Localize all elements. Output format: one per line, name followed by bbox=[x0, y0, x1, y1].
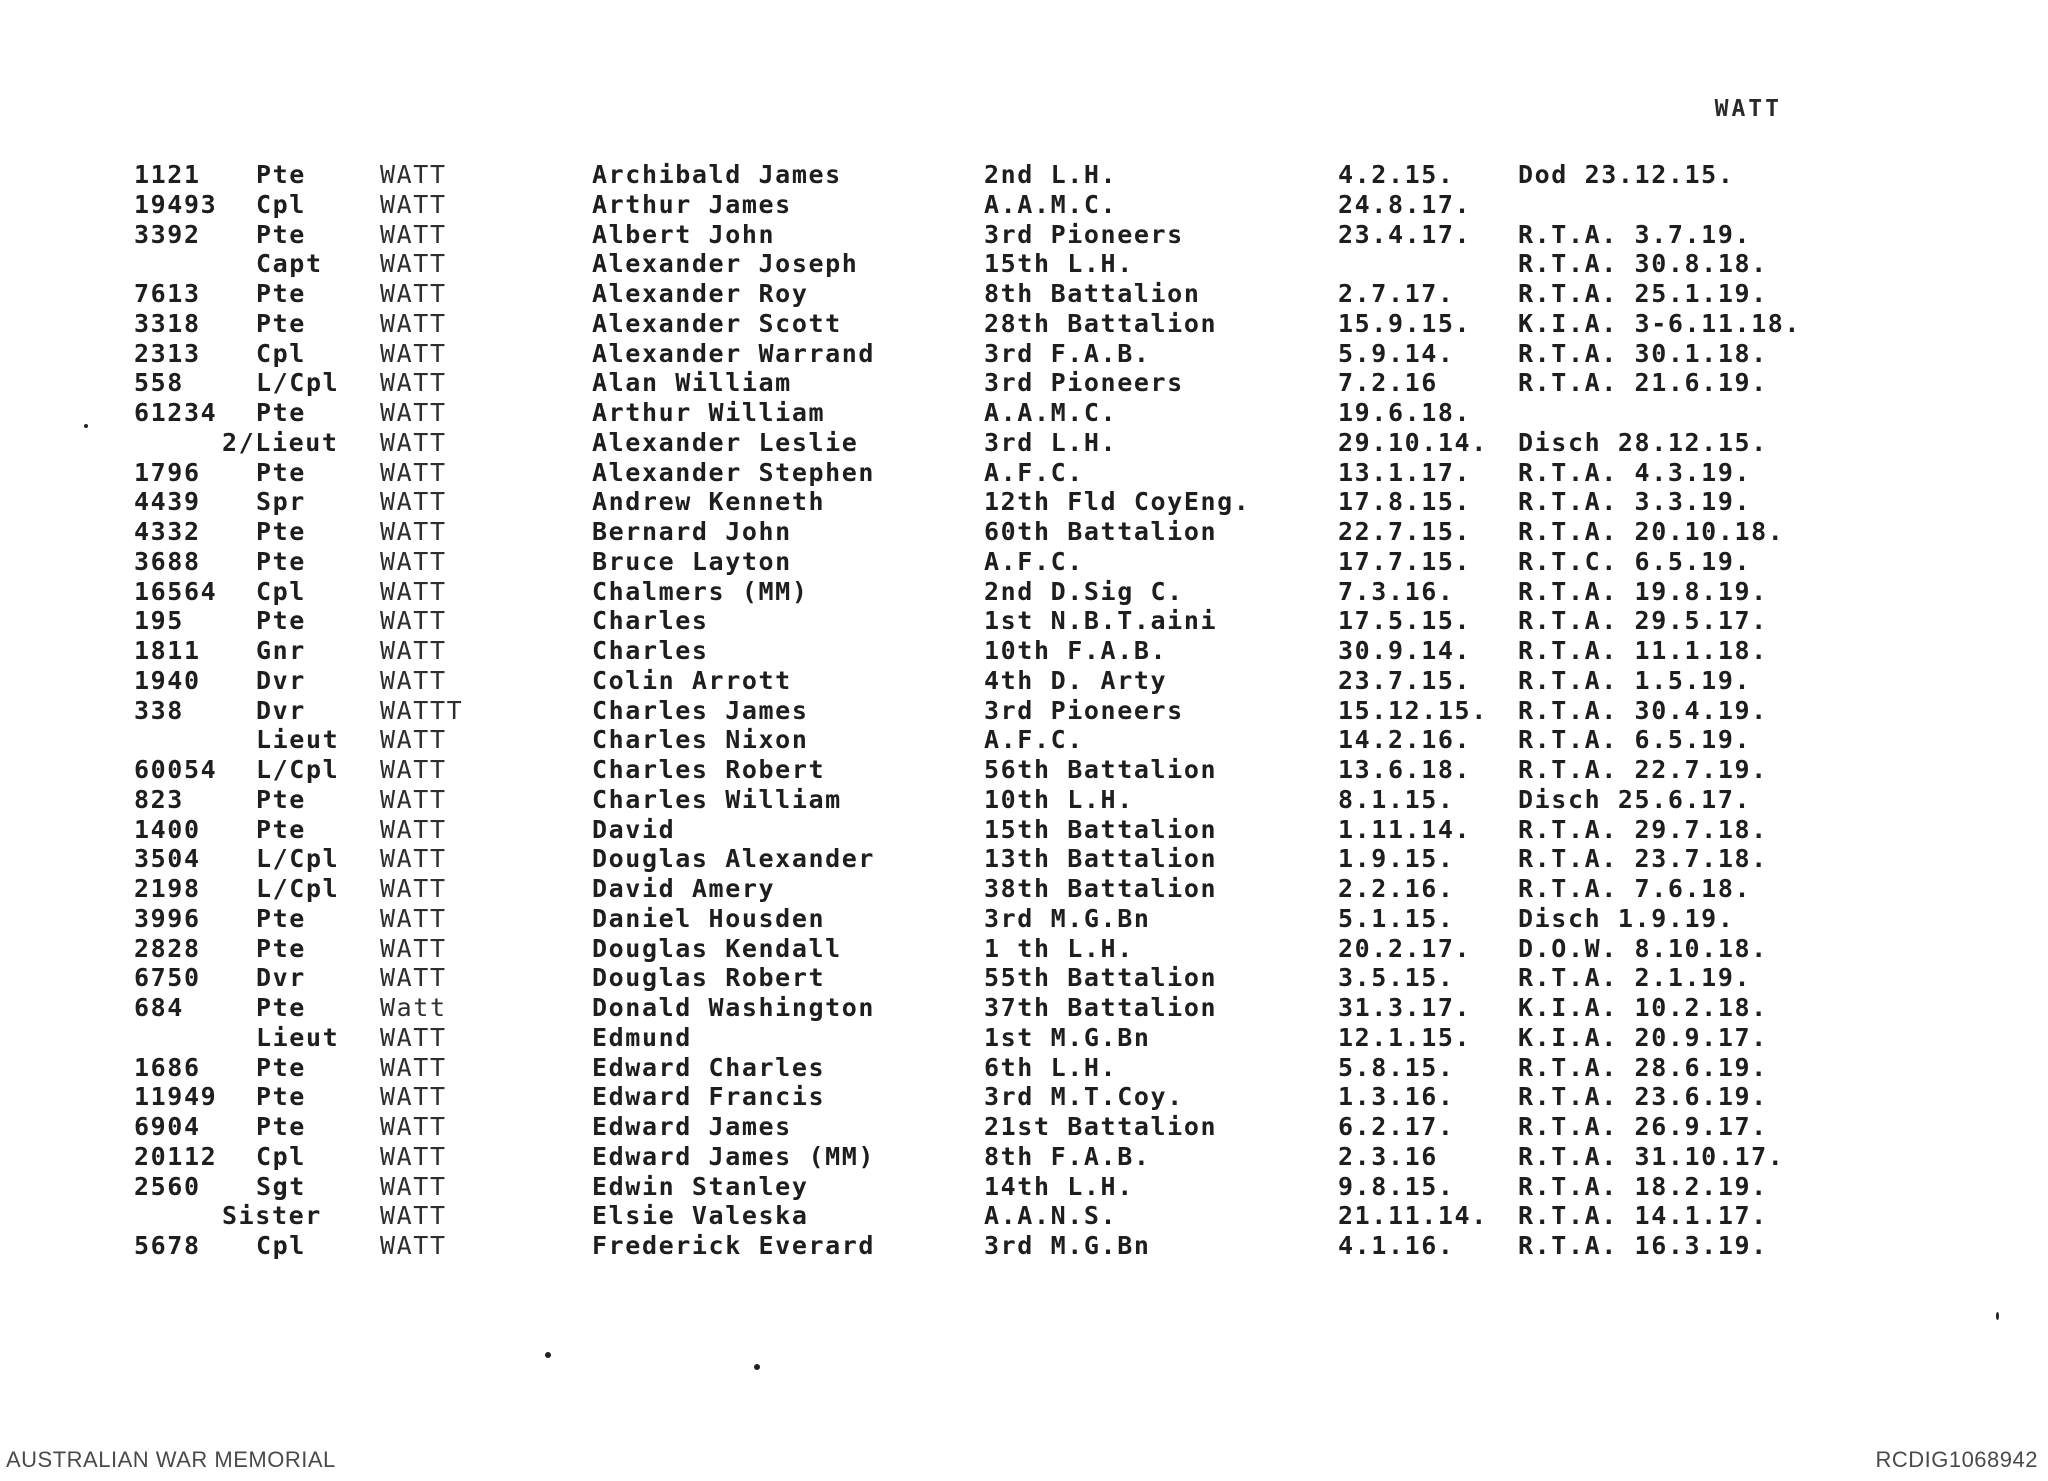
roll-entry bbox=[0, 220, 2048, 250]
rank: Pte bbox=[256, 279, 306, 308]
rank: Cpl bbox=[256, 576, 306, 606]
fate: K.I.A. 10.2.18. bbox=[1518, 993, 1768, 1022]
given-names: David bbox=[592, 814, 676, 844]
rank: Dvr bbox=[256, 695, 306, 725]
rank: Pte bbox=[256, 1052, 306, 1082]
surname: WATT bbox=[380, 1231, 447, 1260]
surname: WATTT bbox=[380, 695, 464, 725]
surname: WATT bbox=[380, 636, 447, 665]
unit: 56th Battalion bbox=[984, 755, 1218, 784]
fate: Disch 1.9.19. bbox=[1518, 903, 1735, 933]
given-names: Donald Washington bbox=[592, 993, 876, 1022]
roll-entry bbox=[0, 963, 2048, 993]
fate: D.O.W. 8.10.18. bbox=[1518, 933, 1768, 963]
roll-entry bbox=[0, 606, 2048, 636]
surname: WATT bbox=[380, 903, 447, 933]
enlistment-date: 2.7.17. bbox=[1338, 279, 1455, 308]
fate: R.T.A. 2.1.19. bbox=[1518, 963, 1752, 993]
service-number: 1686 bbox=[134, 1052, 201, 1082]
given-names: Alexander Roy bbox=[592, 279, 809, 308]
given-names: Daniel Housden bbox=[592, 903, 826, 933]
surname: WATT bbox=[380, 546, 447, 576]
enlistment-date: 22.7.15. bbox=[1338, 517, 1472, 546]
unit: 37th Battalion bbox=[984, 993, 1218, 1022]
enlistment-date: 13.6.18. bbox=[1338, 755, 1472, 784]
service-number: 1811 bbox=[134, 636, 201, 665]
given-names: Edmund bbox=[592, 1022, 692, 1052]
unit: 60th Battalion bbox=[984, 517, 1218, 546]
rank: Pte bbox=[256, 933, 306, 963]
service-number: 684 bbox=[134, 993, 184, 1022]
surname: WATT bbox=[380, 844, 447, 874]
fate: R.T.A. 31.10.17. bbox=[1518, 1141, 1785, 1171]
unit: 3rd Pioneers bbox=[984, 695, 1184, 725]
roll-entry bbox=[0, 1172, 2048, 1202]
roll-entry bbox=[0, 874, 2048, 904]
surname: WATT bbox=[380, 517, 447, 546]
roll-entry bbox=[0, 636, 2048, 666]
service-number: 20112 bbox=[134, 1141, 218, 1171]
fate: Dod 23.12.15. bbox=[1518, 160, 1735, 189]
enlistment-date: 5.1.15. bbox=[1338, 903, 1455, 933]
surname: WATT bbox=[380, 338, 447, 368]
roll-entry bbox=[0, 249, 2048, 279]
service-number: 2198 bbox=[134, 874, 201, 903]
fate: R.T.C. 6.5.19. bbox=[1518, 546, 1752, 576]
unit: 13th Battalion bbox=[984, 844, 1218, 874]
surname: WATT bbox=[380, 1082, 447, 1112]
enlistment-date: 17.7.15. bbox=[1338, 546, 1472, 576]
service-number: 6750 bbox=[134, 963, 201, 993]
rank: Cpl bbox=[256, 1141, 306, 1171]
enlistment-date: 5.9.14. bbox=[1338, 338, 1455, 368]
roll-entry bbox=[0, 1053, 2048, 1083]
roll-entry bbox=[0, 577, 2048, 607]
roll-entry bbox=[0, 696, 2048, 726]
roll-entry bbox=[0, 844, 2048, 874]
rank: Pte bbox=[256, 606, 306, 636]
fate: Disch 25.6.17. bbox=[1518, 784, 1752, 814]
given-names: Arthur James bbox=[592, 189, 792, 219]
surname: WATT bbox=[380, 725, 447, 755]
service-number: 7613 bbox=[134, 279, 201, 308]
fate: R.T.A. 3.3.19. bbox=[1518, 487, 1752, 517]
given-names: Alexander Leslie bbox=[592, 427, 859, 457]
service-number: 2560 bbox=[134, 1171, 201, 1201]
surname: WATT bbox=[380, 1201, 447, 1231]
enlistment-date: 19.6.18. bbox=[1338, 398, 1472, 427]
given-names: Charles Nixon bbox=[592, 725, 809, 755]
roll-entry bbox=[0, 725, 2048, 755]
surname: WATT bbox=[380, 279, 447, 308]
rank: Pte bbox=[256, 814, 306, 844]
enlistment-date: 8.1.15. bbox=[1338, 784, 1455, 814]
unit: 6th L.H. bbox=[984, 1052, 1118, 1082]
rank: L/Cpl bbox=[256, 755, 340, 784]
given-names: Edwin Stanley bbox=[592, 1171, 809, 1201]
roll-entry bbox=[0, 160, 2048, 190]
enlistment-date: 1.3.16. bbox=[1338, 1082, 1455, 1112]
unit: 28th Battalion bbox=[984, 308, 1218, 338]
service-number: 61234 bbox=[134, 398, 218, 427]
surname: WATT bbox=[380, 189, 447, 219]
surname: WATT bbox=[380, 665, 447, 695]
enlistment-date: 17.5.15. bbox=[1338, 606, 1472, 636]
archive-reference: RCDIG1068942 bbox=[1875, 1447, 2038, 1472]
service-number: 1796 bbox=[134, 457, 201, 487]
fate: R.T.A. 28.6.19. bbox=[1518, 1052, 1768, 1082]
roll-entry bbox=[0, 309, 2048, 339]
enlistment-date: 1.11.14. bbox=[1338, 814, 1472, 844]
service-number: 5678 bbox=[134, 1231, 201, 1260]
roll-entry bbox=[0, 487, 2048, 517]
roll-entry bbox=[0, 1201, 2048, 1231]
roll-entry bbox=[0, 785, 2048, 815]
surname: WATT bbox=[380, 1171, 447, 1201]
unit: 2nd L.H. bbox=[984, 160, 1118, 189]
surname: Watt bbox=[380, 993, 447, 1022]
fate: R.T.A. 30.8.18. bbox=[1518, 249, 1768, 279]
fate: R.T.A. 23.7.18. bbox=[1518, 844, 1768, 874]
service-number: 19493 bbox=[134, 189, 218, 219]
enlistment-date: 17.8.15. bbox=[1338, 487, 1472, 517]
service-number: 3318 bbox=[134, 308, 201, 338]
given-names: Andrew Kenneth bbox=[592, 487, 826, 517]
fate: K.I.A. 3-6.11.18. bbox=[1518, 308, 1802, 338]
surname: WATT bbox=[380, 427, 447, 457]
surname: WATT bbox=[380, 933, 447, 963]
roll-entry bbox=[0, 815, 2048, 845]
fate: Disch 28.12.15. bbox=[1518, 427, 1768, 457]
service-number: 2828 bbox=[134, 933, 201, 963]
surname: WATT bbox=[380, 398, 447, 427]
unit: A.F.C. bbox=[984, 725, 1084, 755]
enlistment-date: 4.1.16. bbox=[1338, 1231, 1455, 1260]
service-number: 1121 bbox=[134, 160, 201, 189]
given-names: Bernard John bbox=[592, 517, 792, 546]
rank: Pte bbox=[256, 219, 306, 249]
service-number: 1400 bbox=[134, 814, 201, 844]
unit: 3rd Pioneers bbox=[984, 219, 1184, 249]
given-names: Frederick Everard bbox=[592, 1231, 876, 1260]
rank: Pte bbox=[256, 160, 306, 189]
service-number: 558 bbox=[134, 368, 184, 398]
unit: 10th L.H. bbox=[984, 784, 1134, 814]
rank: Pte bbox=[256, 1112, 306, 1141]
rank: Spr bbox=[256, 487, 306, 517]
surname: WATT bbox=[380, 487, 447, 517]
surname: WATT bbox=[380, 814, 447, 844]
service-number: 338 bbox=[134, 695, 184, 725]
enlistment-date: 20.2.17. bbox=[1338, 933, 1472, 963]
service-number: 6904 bbox=[134, 1112, 201, 1141]
unit: 15th L.H. bbox=[984, 249, 1134, 279]
rank: 2/Lieut bbox=[222, 427, 339, 457]
rank: Pte bbox=[256, 517, 306, 546]
roll-entry bbox=[0, 755, 2048, 785]
roll-entry bbox=[0, 993, 2048, 1023]
unit: 8th F.A.B. bbox=[984, 1141, 1151, 1171]
surname: WATT bbox=[380, 160, 447, 189]
enlistment-date: 2.2.16. bbox=[1338, 874, 1455, 903]
unit: 1st N.B.T.aini bbox=[984, 606, 1218, 636]
given-names: Edward James (MM) bbox=[592, 1141, 876, 1171]
rank: Pte bbox=[256, 784, 306, 814]
enlistment-date: 12.1.15. bbox=[1338, 1022, 1472, 1052]
given-names: Charles James bbox=[592, 695, 809, 725]
unit: 1 th L.H. bbox=[984, 933, 1134, 963]
roll-entry bbox=[0, 398, 2048, 428]
given-names: Charles William bbox=[592, 784, 842, 814]
fate: R.T.A. 3.7.19. bbox=[1518, 219, 1752, 249]
unit: 3rd Pioneers bbox=[984, 368, 1184, 398]
archive-credit: AUSTRALIAN WAR MEMORIAL bbox=[6, 1447, 336, 1472]
given-names: Albert John bbox=[592, 219, 776, 249]
enlistment-date: 30.9.14. bbox=[1338, 636, 1472, 665]
rank: Pte bbox=[256, 308, 306, 338]
rank: Sgt bbox=[256, 1171, 306, 1201]
given-names: Alexander Warrand bbox=[592, 338, 876, 368]
unit: A.A.N.S. bbox=[984, 1201, 1118, 1231]
surname: WATT bbox=[380, 249, 447, 279]
enlistment-date: 7.2.16 bbox=[1338, 368, 1438, 398]
paper-speck bbox=[1996, 1312, 1999, 1320]
unit: A.A.M.C. bbox=[984, 189, 1118, 219]
unit: 8th Battalion bbox=[984, 279, 1201, 308]
service-number: 4332 bbox=[134, 517, 201, 546]
roll-entry bbox=[0, 339, 2048, 369]
given-names: David Amery bbox=[592, 874, 776, 903]
fate: R.T.A. 20.10.18. bbox=[1518, 517, 1785, 546]
service-number: 1940 bbox=[134, 665, 201, 695]
fate: R.T.A. 22.7.19. bbox=[1518, 755, 1768, 784]
rank: Dvr bbox=[256, 963, 306, 993]
rank: Pte bbox=[256, 1082, 306, 1112]
unit: 14th L.H. bbox=[984, 1171, 1134, 1201]
roll-entry bbox=[0, 190, 2048, 220]
unit: 3rd L.H. bbox=[984, 427, 1118, 457]
surname: WATT bbox=[380, 219, 447, 249]
enlistment-date: 7.3.16. bbox=[1338, 576, 1455, 606]
given-names: Edward James bbox=[592, 1112, 792, 1141]
unit: 2nd D.Sig C. bbox=[984, 576, 1184, 606]
surname: WATT bbox=[380, 368, 447, 398]
service-number: 3392 bbox=[134, 219, 201, 249]
enlistment-date: 9.8.15. bbox=[1338, 1171, 1455, 1201]
unit: A.A.M.C. bbox=[984, 398, 1118, 427]
rank: Pte bbox=[256, 546, 306, 576]
rank: Pte bbox=[256, 903, 306, 933]
given-names: Bruce Layton bbox=[592, 546, 792, 576]
service-number: 11949 bbox=[134, 1082, 218, 1112]
unit: 21st Battalion bbox=[984, 1112, 1218, 1141]
fate: R.T.A. 14.1.17. bbox=[1518, 1201, 1768, 1231]
surname: WATT bbox=[380, 784, 447, 814]
enlistment-date: 31.3.17. bbox=[1338, 993, 1472, 1022]
enlistment-date: 23.7.15. bbox=[1338, 665, 1472, 695]
rank: Lieut bbox=[256, 1022, 340, 1052]
surname: WATT bbox=[380, 576, 447, 606]
service-number: 195 bbox=[134, 606, 184, 636]
service-number: 60054 bbox=[134, 755, 218, 784]
unit: A.F.C. bbox=[984, 457, 1084, 487]
rank: L/Cpl bbox=[256, 368, 340, 398]
paper-speck bbox=[84, 424, 88, 428]
unit: 38th Battalion bbox=[984, 874, 1218, 903]
given-names: Archibald James bbox=[592, 160, 842, 189]
rank: Lieut bbox=[256, 725, 340, 755]
rank: Pte bbox=[256, 398, 306, 427]
unit: 3rd F.A.B. bbox=[984, 338, 1151, 368]
rank: L/Cpl bbox=[256, 874, 340, 903]
roll-entry bbox=[0, 547, 2048, 577]
surname: WATT bbox=[380, 1052, 447, 1082]
enlistment-date: 21.11.14. bbox=[1338, 1201, 1488, 1231]
unit: 3rd M.G.Bn bbox=[984, 903, 1151, 933]
fate: R.T.A. 30.4.19. bbox=[1518, 695, 1768, 725]
enlistment-date: 2.3.16 bbox=[1338, 1141, 1438, 1171]
surname: WATT bbox=[380, 457, 447, 487]
roll-entry bbox=[0, 1023, 2048, 1053]
roll-entry bbox=[0, 934, 2048, 964]
service-number: 4439 bbox=[134, 487, 201, 517]
roll-entry bbox=[0, 1142, 2048, 1172]
unit: 1st M.G.Bn bbox=[984, 1022, 1151, 1052]
rank: Capt bbox=[256, 249, 323, 279]
surname: WATT bbox=[380, 308, 447, 338]
roll-entry bbox=[0, 1082, 2048, 1112]
roll-entry bbox=[0, 1231, 2048, 1261]
given-names: Edward Francis bbox=[592, 1082, 826, 1112]
fate: R.T.A. 30.1.18. bbox=[1518, 338, 1768, 368]
fate: R.T.A. 11.1.18. bbox=[1518, 636, 1768, 665]
enlistment-date: 15.12.15. bbox=[1338, 695, 1488, 725]
unit: A.F.C. bbox=[984, 546, 1084, 576]
rank: Pte bbox=[256, 993, 306, 1022]
fate: K.I.A. 20.9.17. bbox=[1518, 1022, 1768, 1052]
rank: Sister bbox=[222, 1201, 322, 1231]
roll-entry bbox=[0, 666, 2048, 696]
rank: Cpl bbox=[256, 1231, 306, 1260]
rank: Gnr bbox=[256, 636, 306, 665]
enlistment-date: 15.9.15. bbox=[1338, 308, 1472, 338]
surname: WATT bbox=[380, 874, 447, 903]
roll-entry bbox=[0, 1112, 2048, 1142]
given-names: Alexander Stephen bbox=[592, 457, 876, 487]
fate: R.T.A. 6.5.19. bbox=[1518, 725, 1752, 755]
given-names: Charles bbox=[592, 606, 709, 636]
paper-speck bbox=[545, 1352, 551, 1358]
unit: 12th Fld CoyEng. bbox=[984, 487, 1251, 517]
enlistment-date: 29.10.14. bbox=[1338, 427, 1488, 457]
page-header-surname: WATT bbox=[1714, 96, 1782, 122]
enlistment-date: 23.4.17. bbox=[1338, 219, 1472, 249]
unit: 10th F.A.B. bbox=[984, 636, 1168, 665]
enlistment-date: 14.2.16. bbox=[1338, 725, 1472, 755]
given-names: Douglas Kendall bbox=[592, 933, 842, 963]
unit: 3rd M.T.Coy. bbox=[984, 1082, 1184, 1112]
enlistment-date: 24.8.17. bbox=[1338, 189, 1472, 219]
surname: WATT bbox=[380, 1112, 447, 1141]
fate: R.T.A. 26.9.17. bbox=[1518, 1112, 1768, 1141]
service-number: 823 bbox=[134, 784, 184, 814]
roll-entry bbox=[0, 279, 2048, 309]
roll-entry bbox=[0, 368, 2048, 398]
service-number: 3996 bbox=[134, 903, 201, 933]
fate: R.T.A. 4.3.19. bbox=[1518, 457, 1752, 487]
roll-entry bbox=[0, 458, 2048, 488]
enlistment-date: 5.8.15. bbox=[1338, 1052, 1455, 1082]
roll-entry bbox=[0, 428, 2048, 458]
enlistment-date: 6.2.17. bbox=[1338, 1112, 1455, 1141]
rank: Cpl bbox=[256, 189, 306, 219]
unit: 15th Battalion bbox=[984, 814, 1218, 844]
roll-entry bbox=[0, 904, 2048, 934]
service-number: 3504 bbox=[134, 844, 201, 874]
given-names: Arthur William bbox=[592, 398, 826, 427]
rank: Cpl bbox=[256, 338, 306, 368]
unit: 3rd M.G.Bn bbox=[984, 1231, 1151, 1260]
surname: WATT bbox=[380, 1141, 447, 1171]
given-names: Charles bbox=[592, 636, 709, 665]
given-names: Alexander Scott bbox=[592, 308, 842, 338]
surname: WATT bbox=[380, 606, 447, 636]
unit: 4th D. Arty bbox=[984, 665, 1168, 695]
surname: WATT bbox=[380, 755, 447, 784]
paper-speck bbox=[754, 1364, 760, 1370]
fate: R.T.A. 25.1.19. bbox=[1518, 279, 1768, 308]
enlistment-date: 3.5.15. bbox=[1338, 963, 1455, 993]
fate: R.T.A. 29.7.18. bbox=[1518, 814, 1768, 844]
enlistment-date: 13.1.17. bbox=[1338, 457, 1472, 487]
rank: Dvr bbox=[256, 665, 306, 695]
given-names: Edward Charles bbox=[592, 1052, 826, 1082]
fate: R.T.A. 7.6.18. bbox=[1518, 874, 1752, 903]
given-names: Elsie Valeska bbox=[592, 1201, 809, 1231]
service-number: 3688 bbox=[134, 546, 201, 576]
fate: R.T.A. 23.6.19. bbox=[1518, 1082, 1768, 1112]
given-names: Douglas Robert bbox=[592, 963, 826, 993]
surname: WATT bbox=[380, 963, 447, 993]
given-names: Colin Arrott bbox=[592, 665, 792, 695]
enlistment-date: 1.9.15. bbox=[1338, 844, 1455, 874]
rank: Pte bbox=[256, 457, 306, 487]
unit: 55th Battalion bbox=[984, 963, 1218, 993]
fate: R.T.A. 19.8.19. bbox=[1518, 576, 1768, 606]
roll-entry bbox=[0, 517, 2048, 547]
given-names: Alan William bbox=[592, 368, 792, 398]
fate: R.T.A. 29.5.17. bbox=[1518, 606, 1768, 636]
fate: R.T.A. 21.6.19. bbox=[1518, 368, 1768, 398]
surname: WATT bbox=[380, 1022, 447, 1052]
service-number: 2313 bbox=[134, 338, 201, 368]
given-names: Douglas Alexander bbox=[592, 844, 876, 874]
fate: R.T.A. 16.3.19. bbox=[1518, 1231, 1768, 1260]
service-number: 16564 bbox=[134, 576, 218, 606]
given-names: Alexander Joseph bbox=[592, 249, 859, 279]
fate: R.T.A. 1.5.19. bbox=[1518, 665, 1752, 695]
given-names: Charles Robert bbox=[592, 755, 826, 784]
rank: L/Cpl bbox=[256, 844, 340, 874]
given-names: Chalmers (MM) bbox=[592, 576, 809, 606]
enlistment-date: 4.2.15. bbox=[1338, 160, 1455, 189]
fate: R.T.A. 18.2.19. bbox=[1518, 1171, 1768, 1201]
